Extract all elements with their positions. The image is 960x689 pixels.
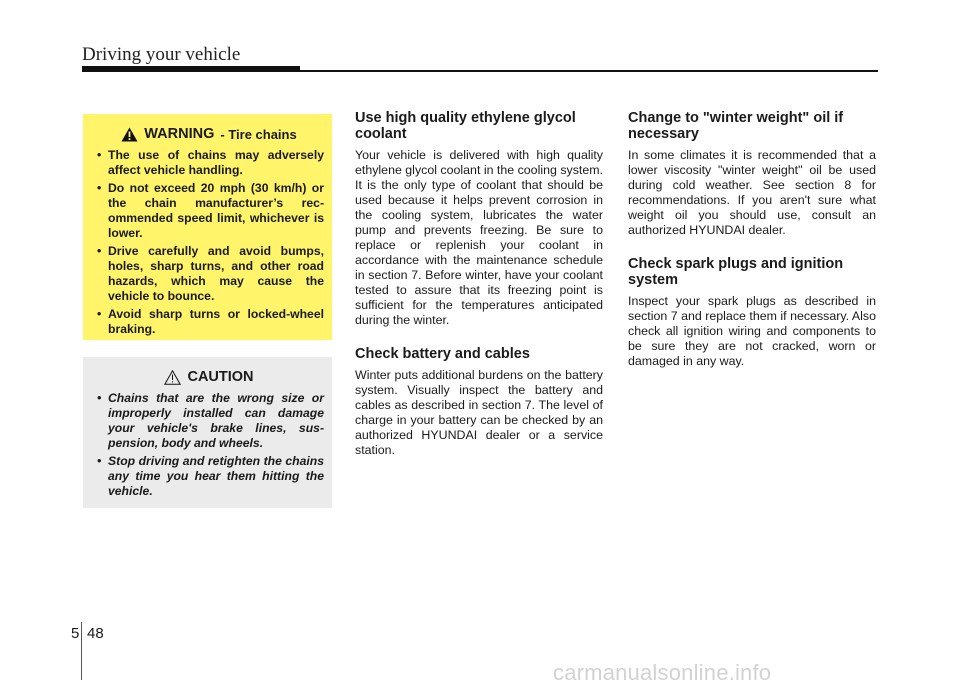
warning-box — [83, 114, 332, 340]
warning-item: • Avoid sharp turns or locked-wheel braking. — [94, 307, 324, 337]
page-header-title: Driving your vehicle — [82, 44, 241, 65]
oil-heading: Change to "winter weight" oil if necessary — [628, 110, 844, 142]
section-number: 5 — [71, 625, 80, 642]
caution-item: • Chains that are the wrong size or improperly installed can damage your vehicle's brake lines, suspension, body and wheels. — [94, 391, 324, 451]
caution-list — [94, 391, 324, 499]
caution-item: • Stop driving and retighten the chains any time you hear them hitting the vehicle. — [94, 454, 324, 499]
warning-item: • Do not exceed 20 mph (30 km/h) or the chain manufacturer’s recommended speed limit, whichever is lower. — [94, 181, 324, 241]
coolant-body: Your vehicle is delivered with high quality ethylene glycol coolant in the cooling system. It is the only type of coolant that should be used because it helps prevent corrosion in the cooling system, lubricates the water pump and prevents freezing. Be sure to replace or replenish your coolant in accordance with the maintenance schedule in section 7. Before winter, have your coolant tested to assure that its freezing point is sufficient for the temperatures anticipated during the winter. — [355, 148, 603, 327]
footer-divider — [81, 622, 82, 680]
middle-column — [355, 110, 603, 476]
caution-header — [94, 369, 324, 385]
coolant-heading: Use high quality ethylene glycol coolant — [355, 110, 576, 142]
battery-heading: Check battery and cables — [355, 346, 530, 362]
warning-header — [94, 126, 324, 142]
caution-triangle-icon — [164, 370, 181, 385]
warning-item: • The use of chains may adversely affect vehicle handling. — [94, 148, 324, 178]
warning-triangle-icon — [121, 127, 138, 142]
oil-body: In some climates it is recommended that a lower viscosity "winter weight" oil be used during cold weather. See section 8 for recommendations. If you aren't sure what weight oil you should use, consult an authorized HYUNDAI dealer. — [628, 148, 876, 237]
warning-title: WARNING — [144, 126, 215, 142]
spark-body: Inspect your spark plugs as described in section 7 and replace them if necessary. Also check all ignition wiring and components to be sure they are not cracked, worn or damaged in any way. — [628, 294, 876, 368]
caution-title: CAUTION — [187, 369, 254, 385]
header-rule-thin — [300, 70, 878, 72]
battery-body: Winter puts additional burdens on the battery system. Visually inspect the battery and cables as described in section 7. The level of charge in your battery can be checked by an authorized HYUNDAI dealer or a service station. — [355, 368, 603, 457]
warning-subtitle: - Tire chains — [220, 126, 297, 142]
page-number: 48 — [87, 625, 104, 642]
spark-heading: Check spark plugs and ignition system — [628, 256, 844, 288]
caution-box — [83, 357, 332, 508]
warning-list — [94, 148, 324, 337]
right-column — [628, 110, 876, 387]
header-rule-thick — [82, 66, 300, 72]
warning-item: • Drive carefully and avoid bumps, holes, sharp turns, and other road hazards, which may cause the vehicle to bounce. — [94, 244, 324, 304]
watermark: carmanualsonline.info — [553, 660, 772, 685]
